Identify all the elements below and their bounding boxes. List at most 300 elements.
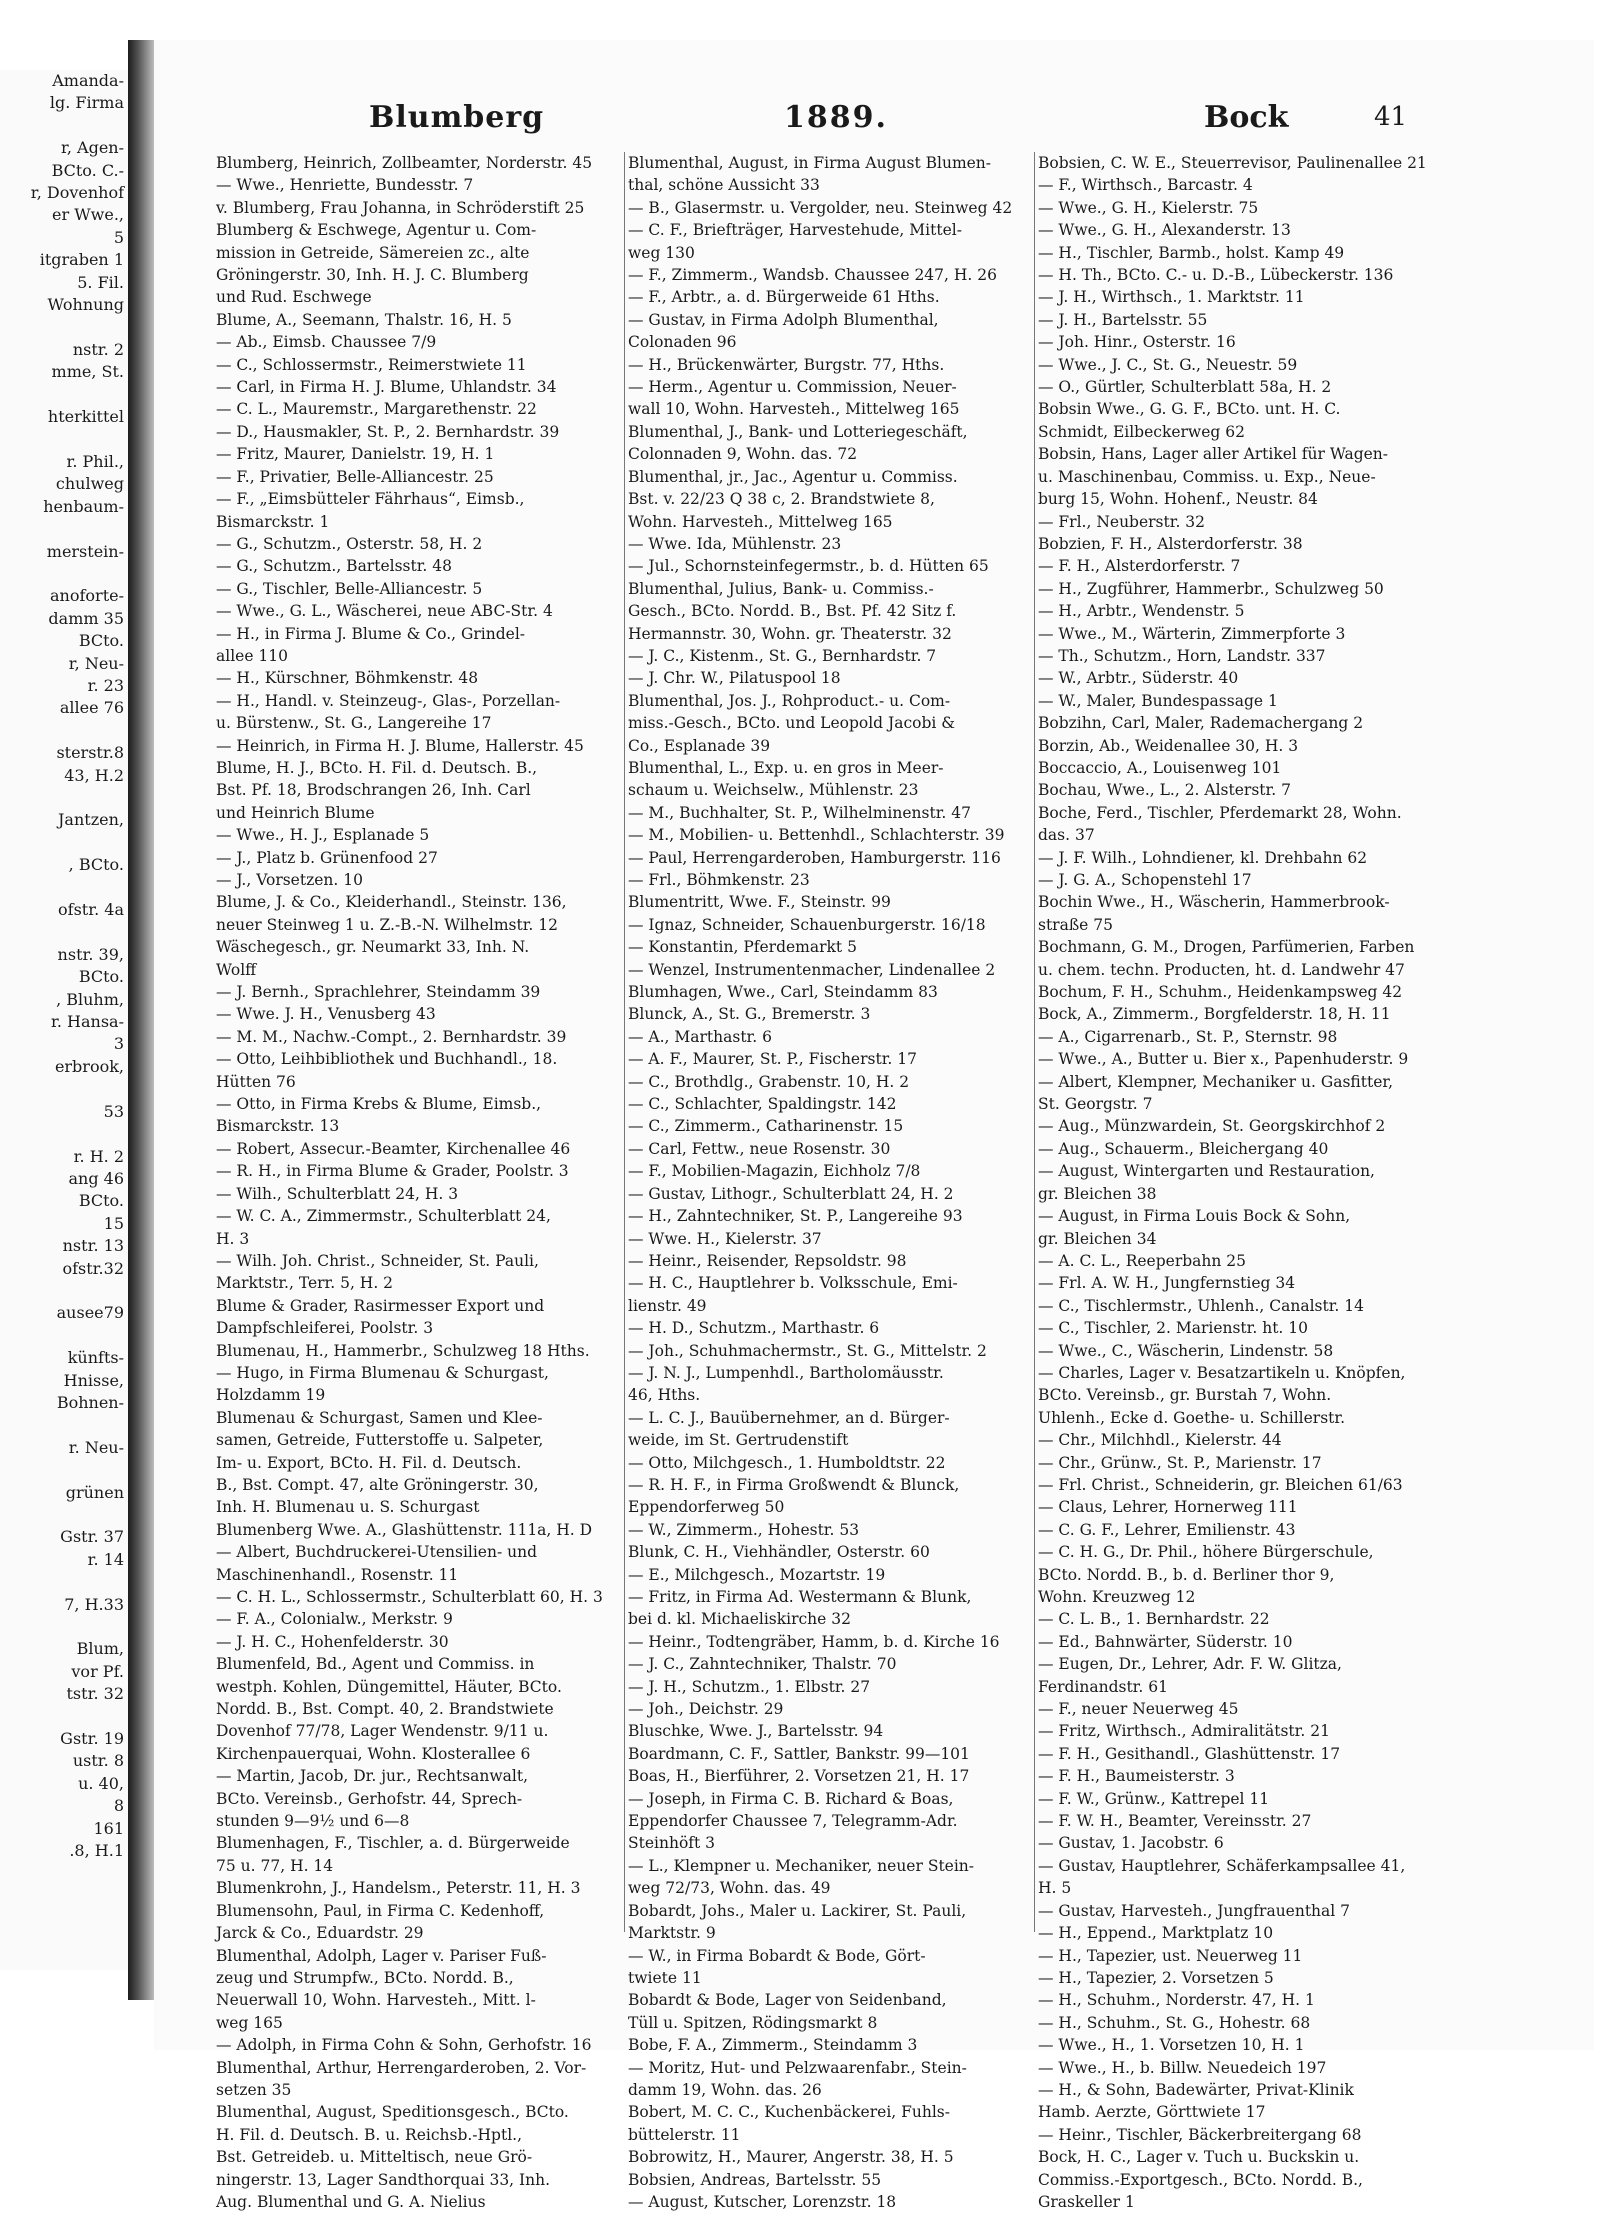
directory-entry: Blumhagen, Wwe., Carl, Steindamm 83 [628,983,938,1002]
directory-entry: — W., Arbtr., Süderstr. 40 [1038,669,1239,688]
directory-entry: — Wwe., H., 1. Vorsetzen 10, H. 1 [1038,2036,1305,2055]
facing-page-line: anoforte- [50,586,124,606]
directory-entry: — August, Kutscher, Lorenzstr. 18 [628,2192,897,2211]
directory-entry: Neuerwall 10, Wohn. Harvesteh., Mitt. l- [216,1991,536,2010]
directory-entry: — H. D., Schutzm., Marthastr. 6 [628,1319,880,1338]
directory-entry: Bluschke, Wwe. J., Bartelsstr. 94 [628,1722,884,1741]
facing-page-fragment [0,70,129,1970]
directory-entry: gr. Bleichen 38 [1038,1184,1157,1203]
directory-entry: Bobsin, Hans, Lager aller Artikel für Wagen- [1038,445,1389,464]
directory-entry: — F., Arbtr., a. d. Bürgerweide 61 Hths. [628,288,940,307]
facing-page-line: r, Neu- [68,653,124,673]
facing-page-line: r. Neu- [68,1437,124,1457]
directory-entry: — C. G. F., Lehrer, Emilienstr. 43 [1038,1520,1296,1539]
directory-entry: — H., Zugführer, Hammerbr., Schulzweg 50 [1038,579,1384,598]
directory-entry: Schmidt, Eilbeckerweg 62 [1038,422,1245,441]
directory-entry: Marktstr. 9 [628,1924,716,1943]
facing-page-line: .8, H.1 [69,1841,124,1861]
directory-entry: — A., Marthastr. 6 [628,1027,772,1046]
directory-entry: 46, Hths. [628,1386,701,1405]
directory-entry: Bochmann, G. M., Drogen, Parfümerien, Farben [1038,938,1415,957]
directory-entry: — Gustav, in Firma Adolph Blumenthal, [628,310,939,329]
directory-entry: — F. W., Grünw., Kattrepel 11 [1038,1789,1270,1808]
directory-entry: Blumenau & Schurgast, Samen und Klee- [216,1408,543,1427]
directory-entry: — W., Zimmerm., Hohestr. 53 [628,1520,860,1539]
directory-entry: weg 165 [216,2013,283,2032]
directory-entry: das. 37 [1038,826,1095,845]
facing-page-line: itgraben 1 [39,250,124,270]
directory-entry: — J., Platz b. Grünenfood 27 [216,848,438,867]
directory-entry: Bochum, F. H., Schuhm., Heidenkampsweg 42 [1038,983,1403,1002]
directory-entry: — Wwe., G. H., Kielerstr. 75 [1038,198,1259,217]
header-right-keyword: Bock [1204,100,1289,135]
facing-page-line: r. Phil., [66,451,124,471]
directory-entry: weg 72/73, Wohn. das. 49 [628,1879,831,1898]
directory-entry: straße 75 [1038,915,1114,934]
column-2 [628,152,1034,2211]
directory-entry: — Paul, Herrengarderoben, Hamburgerstr. 116 [628,848,1001,867]
directory-entry: — F. A., Colonialw., Merkstr. 9 [216,1610,453,1629]
directory-entry: Blumenthal, J., Bank- und Lotteriegeschäft, [628,422,968,441]
directory-entry: Jarck & Co., Eduardstr. 29 [216,1924,424,1943]
directory-entry: stunden 9—9½ und 6—8 [216,1812,410,1831]
directory-entry: Blunck, A., St. G., Bremerstr. 3 [628,1005,871,1024]
directory-entry: St. Georgstr. 7 [1038,1095,1153,1114]
directory-entry: — Herm., Agentur u. Commission, Neuer- [628,378,957,397]
directory-entry: u. Bürstenw., St. G., Langereihe 17 [216,714,492,733]
directory-entry: — Aug., Münzwardein, St. Georgskirchhof 2 [1038,1117,1386,1136]
directory-entry: — Frl., Neuberstr. 32 [1038,512,1206,531]
directory-entry: — J. Chr. W., Pilatuspool 18 [628,669,841,688]
directory-entry: burg 15, Wohn. Hohenf., Neustr. 84 [1038,490,1318,509]
directory-entry: Blumenhagen, F., Tischler, a. d. Bürgerweide [216,1834,570,1853]
facing-page-line [0,429,128,451]
directory-entry: Blumberg, Heinrich, Zollbeamter, Norderstr. 45 [216,154,593,172]
facing-page-line [0,1706,128,1728]
directory-entry: — J. Bernh., Sprachlehrer, Steindamm 39 [216,983,541,1002]
directory-entry: — Moritz, Hut- und Pelzwaarenfabr., Stein- [628,2058,967,2077]
directory-entry: — Jul., Schornsteinfegermstr., b. d. Hütten 65 [628,557,989,576]
facing-page-line: Bohnen- [56,1392,124,1412]
directory-entry: Marktstr., Terr. 5, H. 2 [216,1274,394,1293]
directory-entry: — H., Brückenwärter, Burgstr. 77, Hths. [628,355,945,374]
page-header [164,100,1454,146]
facing-page-line [0,115,128,137]
facing-page-line: vor Pf. [71,1661,124,1681]
directory-entry: Dovenhof 77/78, Lager Wendenstr. 9/11 u. [216,1722,549,1741]
directory-entry: — Adolph, in Firma Cohn & Sohn, Gerhofstr. 16 [216,2036,592,2055]
directory-entry: Blume & Grader, Rasirmesser Export und [216,1296,545,1315]
facing-page-line: 161 [93,1818,124,1838]
directory-entry: Colonaden 96 [628,333,737,352]
directory-entry: Inh. H. Blumenau u. S. Schurgast [216,1498,480,1517]
directory-entry: — F. H., Gesithandl., Glashüttenstr. 17 [1038,1744,1341,1763]
facing-page-line: Amanda- [52,71,124,90]
directory-entry: — M., Mobilien- u. Bettenhdl., Schlachterstr. 39 [628,826,1005,845]
directory-entry: — J. F. Wilh., Lohndiener, kl. Drehbahn 62 [1038,848,1368,867]
directory-entry: — H., Tapezier, ust. Neuerweg 11 [1038,1946,1303,1965]
directory-entry: — Wwe., H., b. Billw. Neuedeich 197 [1038,2058,1327,2077]
directory-entry: Blumenthal, Jos. J., Rohproduct.- u. Com- [628,691,951,710]
directory-entry: Bock, H. C., Lager v. Tuch u. Buckskin u. [1038,2148,1360,2167]
facing-page-line: erbrook, [54,1056,124,1076]
directory-entry: — Heinr., Todtengräber, Hamm, b. d. Kirche 16 [628,1632,1000,1651]
directory-entry: — L., Klempner u. Mechaniker, neuer Stein- [628,1856,975,1875]
facing-page-line: Gstr. 19 [60,1729,124,1749]
directory-entry: — J. G. A., Schopenstehl 17 [1038,871,1252,889]
directory-entry: — Wwe., G. H., Alexanderstr. 13 [1038,221,1291,240]
directory-entry: Tüll u. Spitzen, Rödingsmarkt 8 [628,2013,878,2032]
directory-entry: — F., „Eimsbütteler Fährhaus“, Eimsb., [216,490,525,509]
directory-entry: Blumenthal, Julius, Bank- u. Commiss.- [628,579,934,598]
directory-entry: BCto. Nordd. B., b. d. Berliner thor 9, [1038,1565,1335,1584]
facing-page-line [0,563,128,585]
directory-entry: — A. C. L., Reeperbahn 25 [1038,1251,1247,1270]
directory-entry: ningerstr. 13, Lager Sandthorquai 33, Inh. [216,2170,551,2189]
column-divider [624,152,625,1932]
directory-entry: — Wwe., C., Wäscherin, Lindenstr. 58 [1038,1341,1334,1360]
directory-entry: — J. C., Zahntechniker, Thalstr. 70 [628,1655,897,1674]
directory-entry: Kirchenpauerquai, Wohn. Klosterallee 6 [216,1744,531,1763]
facing-page-line: 15 [103,1213,124,1233]
directory-entry: Graskeller 1 [1038,2192,1135,2211]
page-number: 41 [1374,102,1408,132]
facing-page-line: lg. Firma [49,93,124,113]
facing-page-line: damm 35 [48,608,124,628]
directory-entry: Bobsien, Andreas, Bartelsstr. 55 [628,2170,882,2189]
directory-entry: zeug und Strumpfw., BCto. Nordd. B., [216,1968,514,1987]
directory-entry: — Albert, Klempner, Mechaniker u. Gasfitter, [1038,1072,1394,1091]
directory-entry: — G., Schutzm., Bartelsstr. 48 [216,557,452,576]
directory-entry: Im- u. Export, BCto. H. Fil. d. Deutsch. [216,1453,522,1472]
directory-entry: Bismarckstr. 13 [216,1117,340,1136]
directory-entry: Bobe, F. A., Zimmerm., Steindamm 3 [628,2036,918,2055]
directory-entry: — G., Tischler, Belle-Alliancestr. 5 [216,579,483,598]
facing-page-line: nstr. 13 [62,1236,124,1256]
directory-entry: — Ignaz, Schneider, Schauenburgerstr. 16/18 [628,915,986,934]
directory-entry: — H., Tapezier, 2. Vorsetzen 5 [1038,1968,1274,1987]
facing-page-line [0,1280,128,1302]
directory-entry: Wäschegesch., gr. Neumarkt 33, Inh. N. [216,938,530,957]
facing-page-line: 7, H.33 [64,1594,124,1614]
directory-entry: büttelerstr. 11 [628,2125,741,2144]
facing-page-line [0,720,128,742]
directory-entry: Boardmann, C. F., Sattler, Bankstr. 99—101 [628,1744,970,1763]
directory-entry: Bock, A., Zimmerm., Borgfelderstr. 18, H. 11 [1038,1005,1391,1024]
directory-entry: gr. Bleichen 34 [1038,1229,1157,1248]
directory-entry: Borzin, Ab., Weidenallee 30, H. 3 [1038,736,1299,755]
facing-page-line: u. 40, [78,1773,124,1793]
directory-entry: — Wwe. Ida, Mühlenstr. 23 [628,534,842,553]
facing-page-line: mme, St. [51,362,124,382]
facing-page-line [0,1571,128,1593]
directory-entry: — Charles, Lager v. Besatzartikeln u. Knöpfen, [1038,1363,1406,1382]
directory-entry: Bobardt & Bode, Lager von Seidenband, [628,1991,947,2010]
directory-entry: Blumenfeld, Bd., Agent und Commiss. in [216,1655,535,1674]
directory-entry: — C., Tischlermstr., Uhlenh., Canalstr. 14 [1038,1296,1365,1315]
directory-entry: — August, in Firma Louis Bock & Sohn, [1038,1207,1351,1226]
directory-entry: u. Maschinenbau, Commiss. u. Exp., Neue- [1038,467,1376,486]
directory-entry: — L. C. J., Bauübernehmer, an d. Bürger- [628,1408,950,1427]
directory-entry: — M., Buchhalter, St. P., Wilhelminenstr. 47 [628,803,971,822]
directory-entry: Bochau, Wwe., L., 2. Alsterstr. 7 [1038,781,1291,800]
directory-entry: — H., Kürschner, Böhmkenstr. 48 [216,669,479,688]
directory-entry: — H., Zahntechniker, St. P., Langereihe 93 [628,1207,963,1226]
directory-entry: Boccaccio, A., Louisenweg 101 [1038,758,1282,777]
facing-page-line: nstr. 2 [72,339,124,359]
directory-entry: BCto. Vereinsb., gr. Burstah 7, Wohn. [1038,1386,1332,1405]
directory-entry: wall 10, Wohn. Harvesteh., Mittelweg 165 [628,400,960,419]
directory-entry: — R. H. F., in Firma Großwendt & Blunck, [628,1475,960,1494]
facing-page-line: nstr. 39, [57,944,124,964]
directory-entry: — Gustav, Harvesteh., Jungfrauenthal 7 [1038,1901,1351,1920]
directory-entry: — H., Arbtr., Wendenstr. 5 [1038,602,1245,621]
directory-entry: — Gustav, Hauptlehrer, Schäferkampsallee 41, [1038,1856,1406,1875]
facing-page-line: BCto. C.- [51,160,124,180]
directory-entry: — Wwe., A., Butter u. Bier x., Papenhuderstr. 9 [1038,1050,1409,1069]
facing-page-line: , BCto. [68,855,124,875]
directory-entry: — Ed., Bahnwärter, Süderstr. 10 [1038,1632,1293,1651]
directory-entry: Blumenthal, L., Exp. u. en gros in Meer- [628,758,944,777]
directory-entry: — O., Gürtler, Schulterblatt 58a, H. 2 [1038,378,1332,397]
facing-page-line: Wohnung [47,295,124,315]
facing-page-line [0,1616,128,1638]
facing-page-line [0,384,128,406]
directory-entry: Blume, J. & Co., Kleiderhandl., Steinstr. 136, [216,893,567,912]
directory-entry: Hütten 76 [216,1072,296,1091]
directory-entry: — H., Schuhm., Norderstr. 47, H. 1 [1038,1991,1315,2010]
directory-entry: — Gustav, Lithogr., Schulterblatt 24, H. 2 [628,1184,954,1203]
directory-entry: Steinhöft 3 [628,1834,716,1853]
directory-entry: Bst. Getreideb. u. Mitteltisch, neue Grö- [216,2148,533,2167]
directory-entry: Bismarckstr. 1 [216,512,330,531]
directory-entry: — Wwe., G. L., Wäscherei, neue ABC-Str. 4 [216,602,553,621]
directory-entry: Colonnaden 9, Wohn. das. 72 [628,445,858,464]
facing-page-line [0,1459,128,1481]
directory-entry: — A. F., Maurer, St. P., Fischerstr. 17 [628,1050,917,1069]
directory-entry: — J. H. C., Hohenfelderstr. 30 [216,1632,449,1651]
directory-entry: — C. F., Briefträger, Harvestehude, Mittel- [628,221,962,240]
directory-entry: Blumenberg Wwe. A., Glashüttenstr. 111a, H. D [216,1520,593,1539]
facing-page-line: r, Dovenhof [30,183,124,203]
facing-page-line: BCto. [78,967,124,987]
facing-page-line: r. 14 [87,1549,124,1569]
directory-entry: Blumenkrohn, J., Handelsm., Peterstr. 11, H. 3 [216,1879,581,1898]
directory-entry: westph. Kohlen, Düngemittel, Häuter, BCto. [216,1677,562,1696]
column-divider [1034,152,1035,1932]
directory-entry: Boche, Ferd., Tischler, Pferdemarkt 28, Wohn. [1038,803,1402,822]
directory-entry: Blumenthal, August, Speditionsgesch., BCto. [216,2103,569,2122]
directory-entry: — August, Wintergarten und Restauration, [1038,1162,1375,1181]
directory-entry: B., Bst. Compt. 47, alte Gröningerstr. 30, [216,1475,539,1494]
directory-entry: — J. N. J., Lumpenhdl., Bartholomäusstr. [628,1363,944,1382]
facing-page-line: r. 23 [87,675,124,695]
facing-page-line [0,877,128,899]
directory-entry: — H., Tischler, Barmb., holst. Kamp 49 [1038,243,1345,262]
directory-entry: — F., Mobilien-Magazin, Eichholz 7/8 [628,1162,921,1181]
facing-page-line: künfts- [67,1348,124,1368]
directory-entry: — Joseph, in Firma C. B. Richard & Boas, [628,1789,954,1808]
facing-page-line: Jantzen, [58,810,124,830]
directory-entry: Bobzihn, Carl, Maler, Rademachergang 2 [1038,714,1364,733]
facing-page-line: allee 76 [59,698,124,718]
directory-entry: Blumenthal, Arthur, Herrengarderoben, 2. Vor- [216,2058,587,2077]
facing-page-line [0,1123,128,1145]
directory-entry: — W., in Firma Bobardt & Bode, Gört- [628,1946,926,1965]
directory-entry: — Eugen, Dr., Lehrer, Adr. F. W. Glitza, [1038,1655,1342,1674]
directory-entry: — H., Eppend., Marktplatz 10 [1038,1924,1274,1943]
directory-entry: — F. H., Baumeisterstr. 3 [1038,1767,1235,1786]
facing-page-line [0,1078,128,1100]
directory-entry: Uhlenh., Ecke d. Goethe- u. Schillerstr. [1038,1408,1346,1427]
directory-entry: Bobzien, F. H., Alsterdorferstr. 38 [1038,534,1303,553]
directory-entry: Wohn. Kreuzweg 12 [1038,1588,1196,1606]
directory-entry: — C., Tischler, 2. Marienstr. ht. 10 [1038,1319,1309,1338]
directory-entry: — Chr., Grünw., St. P., Marienstr. 17 [1038,1453,1322,1472]
directory-entry: — Wwe., H. J., Esplanade 5 [216,826,430,845]
directory-entry: Bobert, M. C. C., Kuchenbäckerei, Fuhls- [628,2103,950,2122]
directory-entry: — Ab., Eimsb. Chaussee 7/9 [216,333,437,352]
directory-entry: — F., neuer Neuerweg 45 [1038,1700,1239,1719]
directory-entry: Blumberg & Eschwege, Agentur u. Com- [216,221,537,240]
facing-page-line: grünen [65,1482,124,1502]
directory-entry: — Albert, Buchdruckerei-Utensilien- und [216,1543,538,1562]
facing-page-line: Gstr. 37 [60,1527,124,1547]
facing-page-line: r. Hansa- [50,1012,124,1032]
directory-entry: — H., Schuhm., St. G., Hohestr. 68 [1038,2013,1311,2032]
directory-entry: — Carl, Fettw., neue Rosenstr. 30 [628,1139,891,1158]
directory-entry: Bochin Wwe., H., Wäscherin, Hammerbrook- [1038,893,1390,912]
directory-entry: 75 u. 77, H. 14 [216,1856,334,1875]
directory-entry: — Gustav, 1. Jacobstr. 6 [1038,1834,1224,1853]
directory-entry: — Wwe. J. H., Venusberg 43 [216,1005,436,1024]
directory-entry: Blumenthal, August, in Firma August Blumen- [628,154,992,172]
directory-entry: — M. M., Nachw.-Compt., 2. Bernhardstr. 39 [216,1027,567,1046]
directory-entry: samen, Getreide, Futterstoffe u. Salpeter, [216,1431,544,1450]
directory-entry: — Frl. A. W. H., Jungfernstieg 34 [1038,1274,1296,1293]
directory-entry: — Heinr., Reisender, Repsoldstr. 98 [628,1251,907,1270]
directory-entry: — Frl., Böhmkenstr. 23 [628,871,810,889]
directory-entry: — J. H., Bartelsstr. 55 [1038,310,1208,329]
column-3 [1038,152,1444,2211]
directory-entry: Blunk, C. H., Viehhändler, Osterstr. 60 [628,1543,930,1562]
directory-entry: damm 19, Wohn. das. 26 [628,2080,822,2099]
directory-entry: — C. L., Mauremstr., Margarethenstr. 22 [216,400,537,419]
directory-entry: — Wwe., J. C., St. G., Neuestr. 59 [1038,355,1298,374]
directory-entry: — C., Brothdlg., Grabenstr. 10, H. 2 [628,1072,910,1091]
facing-page-line: tstr. 32 [66,1684,124,1704]
facing-page-line: merstein- [46,541,124,561]
facing-page-line [0,1504,128,1526]
directory-entry: Hamb. Aerzte, Görttwiete 17 [1038,2103,1266,2122]
directory-entry: mission in Getreide, Sämereien zc., alte [216,243,530,262]
directory-entry: Wolff [216,960,257,979]
header-left-keyword: Blumberg [369,100,545,135]
facing-page-line: ofstr.32 [62,1258,124,1278]
facing-page-line: chulweg [55,474,124,494]
directory-entry: Bobsin Wwe., G. G. F., BCto. unt. H. C. [1038,400,1341,419]
directory-entry: — Hugo, in Firma Blumenau & Schurgast, [216,1363,549,1382]
facing-page-line: ofstr. 4a [58,900,124,920]
directory-entry: Bobrowitz, H., Maurer, Angerstr. 38, H. 5 [628,2148,954,2167]
directory-entry: allee 110 [216,646,289,665]
header-year: 1889. [784,100,888,135]
facing-page-line: Hnisse, [63,1370,124,1390]
directory-entry: Gröningerstr. 30, Inh. H. J. C. Blumberg [216,266,529,285]
directory-entry: BCto. Vereinsb., Gerhofstr. 44, Sprech- [216,1789,523,1808]
facing-page-line: hterkittel [47,407,124,427]
directory-entry: Ferdinandstr. 61 [1038,1677,1168,1696]
directory-entry: — W. C. A., Zimmermstr., Schulterblatt 24, [216,1207,551,1226]
directory-entry: — Heinr., Tischler, Bäckerbreitergang 68 [1038,2125,1362,2144]
directory-entry: Holzdamm 19 [216,1386,326,1405]
directory-entry: — Robert, Assecur.-Beamter, Kirchenallee 46 [216,1139,571,1158]
directory-entry: schaum u. Weichselw., Mühlenstr. 23 [628,781,919,800]
directory-entry: — J., Vorsetzen. 10 [216,871,363,889]
directory-entry: — Chr., Milchhdl., Kielerstr. 44 [1038,1431,1282,1450]
directory-entry: Bst. Pf. 18, Brodschrangen 26, Inh. Carl [216,781,531,800]
facing-page-line: BCto. [78,1191,124,1211]
facing-page-line: BCto. [78,631,124,651]
facing-page-line: 53 [103,1101,124,1121]
directory-entry: Bst. v. 22/23 Q 38 c, 2. Brandstwiete 8, [628,490,935,509]
directory-entry: — Wwe., M., Wärterin, Zimmerpforte 3 [1038,624,1346,643]
facing-page-line: er Wwe., [52,205,124,225]
facing-page-line: r, Agen- [60,138,124,158]
directory-entry: — Heinrich, in Firma H. J. Blume, Hallerstr. 45 [216,736,584,755]
facing-page-line [0,921,128,943]
directory-entry: Blumenthal, Adolph, Lager v. Pariser Fuß- [216,1946,547,1965]
directory-entry: — F. H., Alsterdorferstr. 7 [1038,557,1241,576]
directory-entry: — F., Wirthsch., Barcastr. 4 [1038,176,1253,195]
directory-entry: — Otto, Leihbibliothek und Buchhandl., 18. [216,1050,558,1069]
directory-entry: — J. H., Schutzm., 1. Elbstr. 27 [628,1677,871,1696]
directory-entry: — F., Privatier, Belle-Alliancestr. 25 [216,467,494,486]
directory-entry: — F. W. H., Beamter, Vereinsstr. 27 [1038,1812,1312,1831]
book-gutter [128,40,154,2000]
directory-entry: v. Blumberg, Frau Johanna, in Schröderstift 25 [216,198,585,217]
facing-page-line [0,1325,128,1347]
directory-entry: — E., Milchgesch., Mozartstr. 19 [628,1565,886,1584]
directory-entry: — Fritz, in Firma Ad. Westermann & Blunk, [628,1588,972,1606]
directory-entry: Commiss.-Exportgesch., BCto. Nordd. B., [1038,2170,1363,2189]
directory-entry: twiete 11 [628,1968,702,1987]
facing-page-line: 8 [113,1796,124,1816]
directory-entry: — C. H. G., Dr. Phil., höhere Bürgerschule, [1038,1543,1374,1562]
directory-entry: — Wenzel, Instrumentenmacher, Lindenallee 2 [628,960,996,979]
directory-entry: — Th., Schutzm., Horn, Landstr. 337 [1038,646,1326,665]
directory-entry: Blume, H. J., BCto. H. Fil. d. Deutsch. B., [216,758,538,777]
directory-entry: — Joh., Schuhmachermstr., St. G., Mittelstr. 2 [628,1341,987,1360]
directory-entry: Hermannstr. 30, Wohn. gr. Theaterstr. 32 [628,624,952,643]
directory-entry: — Fritz, Wirthsch., Admiralitätstr. 21 [1038,1722,1330,1741]
directory-entry: — Wilh., Schulterblatt 24, H. 3 [216,1184,459,1203]
directory-entry: — Claus, Lehrer, Hornerweg 111 [1038,1498,1298,1517]
directory-entry: Blumentritt, Wwe. F., Steinstr. 99 [628,893,891,912]
directory-entry: — Martin, Jacob, Dr. jur., Rechtsanwalt, [216,1767,529,1786]
directory-entry: — G., Schutzm., Osterstr. 58, H. 2 [216,534,483,553]
directory-entry: — J. C., Kistenm., St. G., Bernhardstr. 7 [628,646,937,665]
facing-page-line: , Bluhm, [56,989,124,1009]
directory-entry: miss.-Gesch., BCto. und Leopold Jacobi & [628,714,956,733]
directory-entry: Eppendorferweg 50 [628,1498,785,1517]
directory-entry: — W., Maler, Bundespassage 1 [1038,691,1278,710]
directory-entry: — H. C., Hauptlehrer b. Volksschule, Emi- [628,1274,958,1293]
directory-entry: — H., in Firma J. Blume & Co., Grindel- [216,624,526,643]
directory-entry: — Wwe., Henriette, Bundesstr. 7 [216,176,474,195]
directory-entry: Dampfschleiferei, Poolstr. 3 [216,1319,434,1338]
facing-page-line: ustr. 8 [72,1751,124,1771]
